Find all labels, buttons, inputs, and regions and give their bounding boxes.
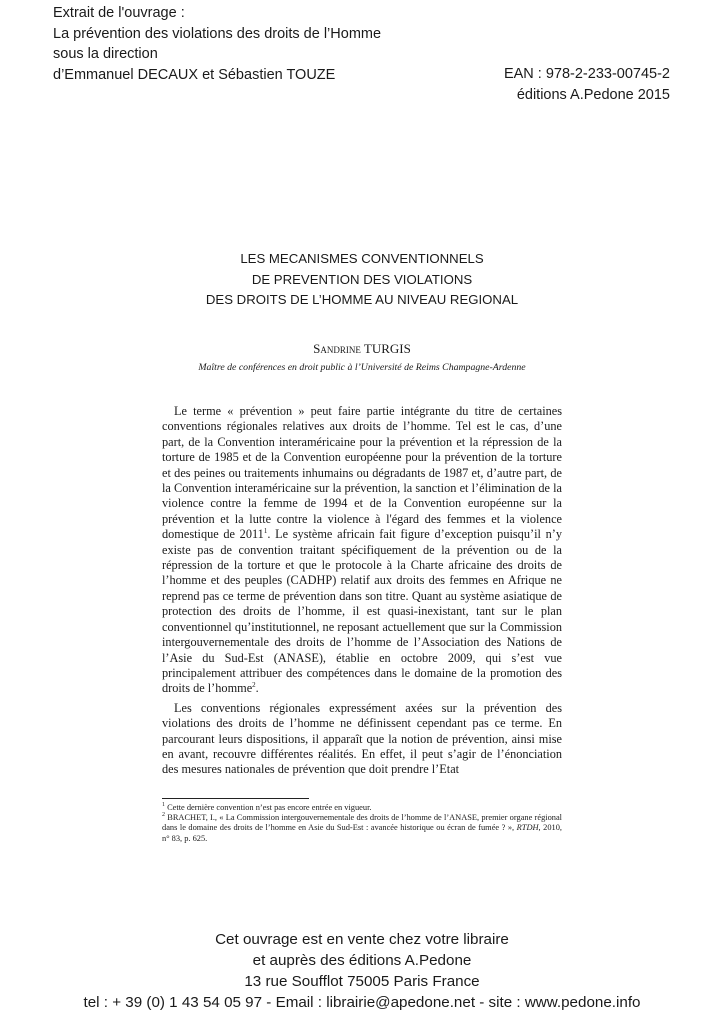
journal-name: RTDH	[516, 823, 539, 833]
ean-code: EAN : 978-2-233-00745-2	[503, 66, 670, 82]
title-line: DE PREVENTION DES VIOLATIONS	[251, 271, 473, 287]
footnote-ref[interactable]: 2	[252, 681, 256, 690]
footer-line: Cet ouvrage est en vente chez votre libraire	[215, 931, 509, 948]
excerpt-header	[53, 3, 473, 85]
author-name	[162, 340, 562, 358]
footnote-divider	[162, 798, 309, 799]
title-line: DES DROITS DE L’HOMME AU NIVEAU REGIONAL	[205, 292, 519, 307]
author-first-name: Sandrine	[313, 341, 361, 356]
header-line: d’Emmanuel DECAUX et Sébastien TOUZE	[53, 66, 336, 83]
footer-line: et auprès des éditions A.Pedone	[252, 952, 472, 969]
sales-footer	[0, 929, 724, 1013]
footnote-ref[interactable]: 1	[263, 527, 268, 536]
article-title	[162, 249, 562, 311]
title-line: LES MECANISMES CONVENTIONNELS	[240, 251, 484, 266]
body-paragraph: Les conventions régionales expressément axées sur la prévention des violations des droits de l’homme ne définissent cependant pas ce terme. En parcourant leurs dispositions, il apparaît que la notion de prévention, ainsi mise en avant, recouvre différentes réalités. En effet, il peut s’agir de l’énonciation des mesures nationales de prévention que doit prendre l’Etat	[162, 700, 562, 777]
author-affiliation: Maître de conférences en droit public à l’Université de Reims Champagne-Ardenne	[198, 362, 526, 373]
header-line: Extrait de l'ouvrage :	[53, 5, 185, 21]
header-line: La prévention des violations des droits de l’Homme	[53, 25, 382, 42]
edition-info: éditions A.Pedone 2015	[516, 86, 670, 103]
footnote-1: $^1$ Cette dernière convention n’est pas encore entrée en vigueur.	[162, 802, 372, 812]
article-body	[162, 404, 562, 782]
author-last-name: TURGIS	[363, 341, 411, 356]
footnotes	[162, 803, 562, 844]
footer-address: 13 rue Soufflot 75005 Paris France	[244, 973, 480, 990]
body-paragraph: Le terme « prévention » peut faire partie intégrante du titre de certaines conventions régionales relatives aux droits de l’homme. Tel est le cas, d’une part, de la Convention interaméricaine pour la prévention et la répression de la torture de 1985 et de la Convention européenne pour la prévention de la torture et des peines ou traitements inhumains ou dégradants de 1987 et, d’autre part, de la Convention interaméricaine sur la prévention, la sanction et l’élimination de la violence contre la femme de 1994 et de la Convention européenne sur la prévention et la lutte contre la violence à l'égard des femmes et la violence domestique de 2011$^1$. Le système africain fait figure d’exception puisqu’il n’y existe pas de convention traitant spécifiquement de la prévention ou de la répression de la torture et que le protocole à la Charte africaine des droits de l’homme et des peuples (CADHP) relatif aux droits des femmes en Afrique ne reprend pas ce terme de prévention dans son titre. Quant au système asiatique de protection des droits de l’homme, il est quasi-inexistant, tant sur le plan conventionnel qu’institutionnel, ne reposant actuellement que sur la Commission intergouvernementale des droits de l’homme de l’Association des Nations de l’Asie du Sud-Est (ANASE), établie en octobre 2009, qui s’est vue principalement attribuer des compétences dans le domaine de la promotion des droits de l’homme$^2$.	[162, 404, 562, 696]
footnote-2: $^2$ BRACHET, I., « La Commission intergouvernementale des droits de l’homme de l’ANASE, premier organe régional dans le domaine des droits de l’homme en Asie du Sud-Est : avancée historique ou écran de fumée ? », RTDH, 2010, n° 83, p. 625.	[162, 812, 562, 843]
footer-contact: tel : + 39 (0) 1 43 54 05 97 - Email : librairie@apedone.net - site : www.pedone.info	[83, 994, 641, 1011]
publication-info	[504, 64, 670, 105]
header-line: sous la direction	[53, 46, 158, 62]
